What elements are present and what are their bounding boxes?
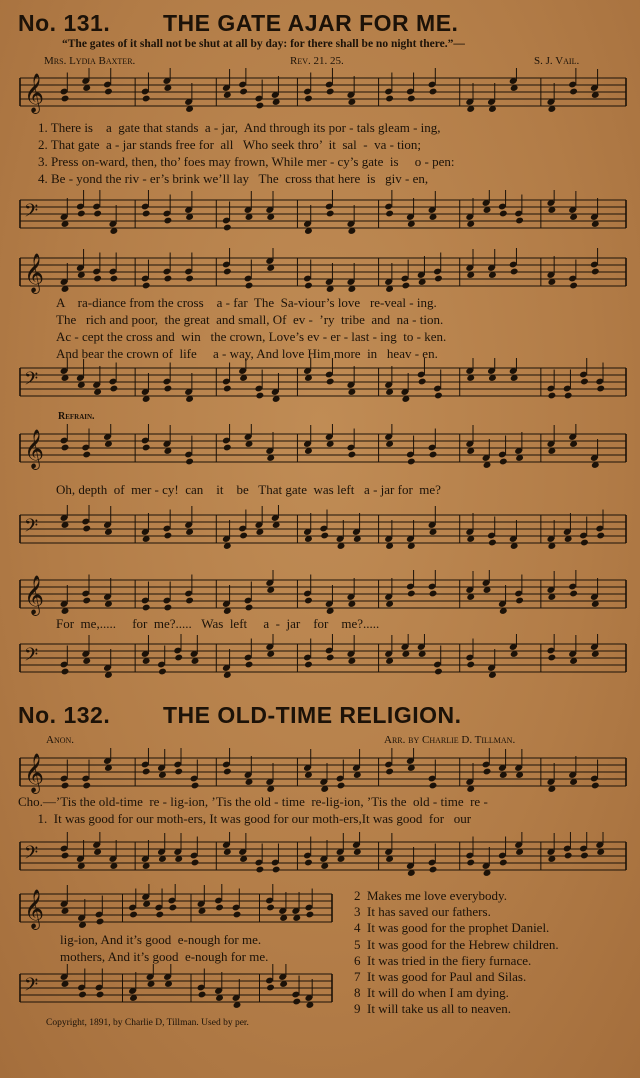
note-head	[429, 451, 438, 459]
verse-line: 5 It was good for the Hebrew children.	[354, 936, 559, 952]
note-head	[385, 210, 394, 218]
note-head	[434, 668, 443, 676]
hymn-131-scripture: Rev. 21. 25.	[290, 55, 344, 67]
note-head	[93, 210, 102, 218]
note-head	[564, 392, 573, 400]
note-head	[155, 911, 164, 919]
note-head	[580, 852, 589, 860]
note-head	[245, 282, 254, 290]
note-head	[61, 668, 70, 676]
note-head	[164, 217, 173, 225]
note-head	[326, 210, 335, 218]
note-head	[434, 275, 443, 283]
note-head	[429, 782, 438, 790]
note-head	[548, 654, 557, 662]
note-head	[164, 385, 173, 393]
staff-svg	[16, 505, 628, 553]
note-head	[304, 95, 313, 103]
note-head	[96, 918, 105, 926]
note-head	[466, 859, 475, 867]
note-head	[256, 392, 265, 400]
note-head	[569, 590, 578, 598]
hymn-132-system-2-lyric-1: lig-ion, And it’s good e-nough for me.	[60, 932, 262, 947]
hymn-131-composer: S. J. Vail.	[534, 55, 580, 67]
note-head	[304, 282, 313, 290]
note-head	[466, 661, 475, 669]
note-head	[304, 597, 313, 605]
treble-clef-icon: 𝄞	[24, 889, 45, 929]
staff-svg	[16, 358, 628, 406]
hymn-132-system-2-lyric-2: mothers, And it’s good e-nough for me.	[60, 949, 269, 964]
staff-svg	[16, 748, 628, 796]
hymn-132-author: Anon.	[46, 734, 75, 746]
note-head	[142, 604, 151, 612]
note-head	[418, 378, 427, 386]
staff-svg	[16, 964, 334, 1012]
note-head	[61, 444, 70, 452]
staff-svg	[16, 248, 628, 296]
note-head	[142, 282, 151, 290]
hymn-132-system-1-treble	[16, 748, 628, 796]
note-head	[292, 998, 301, 1006]
note-head	[245, 661, 254, 669]
note-head	[256, 866, 265, 874]
verse-line: 9 It will take us all to neaven.	[354, 1001, 512, 1017]
note-head	[402, 282, 411, 290]
note-head	[580, 378, 589, 386]
bass-clef-icon: 𝄢	[24, 843, 39, 868]
note-head	[198, 991, 207, 999]
hymn-132-system-1-lyric-1: Cho.—’Tis the old-time re - lig-ion, ’Tis the old - time re-lig-ion, ’Tis the old - time re -	[18, 794, 488, 809]
note-head	[129, 911, 138, 919]
note-head	[233, 911, 242, 919]
note-head	[326, 654, 335, 662]
note-head	[191, 782, 200, 790]
note-head	[245, 604, 254, 612]
note-head	[591, 782, 600, 790]
hymn-131-system-4-treble	[16, 570, 628, 618]
hymn-131-system-3-lyric: Oh, depth of mer - cy! can it be That gate was left a - jar for me?	[56, 482, 441, 497]
note-head	[142, 768, 151, 776]
hymn-131-system-4-bass	[16, 634, 628, 682]
treble-clef-icon: 𝄞	[24, 73, 45, 113]
note-head	[185, 458, 194, 466]
note-head	[326, 378, 335, 386]
bass-clef-icon: 𝄢	[24, 645, 39, 670]
staff-svg	[16, 68, 628, 116]
treble-clef-icon: 𝄞	[24, 575, 45, 615]
treble-clef-icon: 𝄞	[24, 429, 45, 469]
treble-clef-icon: 𝄞	[24, 753, 45, 793]
note-head	[223, 385, 232, 393]
staff-svg	[16, 634, 628, 682]
note-head	[429, 866, 438, 874]
note-head	[548, 392, 557, 400]
note-head	[223, 768, 232, 776]
hymn-132-system-2-bass	[16, 964, 334, 1012]
hymn-132-title: THE OLD-TIME RELIGION.	[163, 702, 462, 728]
note-head	[385, 768, 394, 776]
bass-clef-icon: 𝄢	[24, 516, 39, 541]
note-head	[580, 539, 589, 547]
note-head	[110, 275, 119, 283]
note-head	[185, 275, 194, 283]
note-head	[78, 991, 87, 999]
staff-svg	[16, 424, 628, 472]
note-head	[385, 95, 394, 103]
note-head	[142, 210, 151, 218]
hymn-131-title: THE GATE AJAR FOR ME.	[163, 10, 459, 36]
staff-svg	[16, 570, 628, 618]
note-head	[326, 88, 335, 96]
note-head	[596, 385, 605, 393]
note-head	[96, 991, 105, 999]
hymn-132-verse-list	[354, 888, 559, 1018]
note-head	[515, 597, 524, 605]
note-head	[82, 782, 91, 790]
hymn-132-system-1-bass	[16, 832, 628, 880]
note-head	[174, 654, 183, 662]
note-head	[591, 268, 600, 276]
note-head	[169, 904, 178, 912]
note-head	[142, 95, 151, 103]
hymn-131-system-1-treble	[16, 68, 628, 116]
note-head	[488, 539, 497, 547]
note-head	[174, 768, 183, 776]
note-head	[104, 88, 113, 96]
hymn-131-system-1-lyric-1: 1. There is a gate that stands a - jar, And through its por - tals gleam - ing,	[38, 120, 441, 135]
hymn-131-author: Mrs. Lydia Baxter.	[44, 55, 136, 67]
hymn-131-system-2-lyric-2: The rich and poor, the great and small, Of ev - ’ry tribe and na - tion.	[56, 312, 444, 327]
note-head	[266, 984, 275, 992]
hymn-131-system-2-lyric-3: Ac - cept the cross and win the crown, Love’s ev - er - last - ing to - ken.	[56, 329, 447, 344]
note-head	[337, 782, 346, 790]
note-head	[82, 597, 91, 605]
note-head	[256, 102, 265, 110]
note-head	[304, 661, 313, 669]
verse-line: 2 Makes me love everybody.	[354, 888, 507, 903]
hymn-131-system-4-lyric: For me,..... for me?..... Was left a - jar for me?.....	[56, 616, 380, 631]
note-head	[499, 458, 508, 466]
treble-clef-icon: 𝄞	[24, 253, 45, 293]
staff-svg	[16, 884, 334, 932]
hymn-132-arranger: Arr. by Charlie D. Tillman.	[384, 734, 516, 746]
hymn-132-system-2-treble	[16, 884, 334, 932]
note-head	[185, 597, 194, 605]
verse-line: 7 It was good for Paul and Silas.	[354, 969, 527, 985]
note-head	[223, 444, 232, 452]
bass-clef-icon: 𝄢	[24, 201, 39, 226]
note-head	[569, 282, 578, 290]
hymn-131-system-3-bass	[16, 505, 628, 553]
note-head	[77, 210, 86, 218]
note-head	[320, 532, 329, 540]
note-head	[223, 268, 232, 276]
hymn-131-system-2-bass	[16, 358, 628, 406]
note-head	[434, 392, 443, 400]
note-head	[223, 224, 232, 232]
hymn-132-system-1-lyric-2: 1. It was good for our moth-ers, It was good for our moth-ers,It was good for our	[18, 811, 472, 826]
note-head	[266, 904, 275, 912]
note-head	[429, 590, 438, 598]
hymn-131-system-2-treble	[16, 248, 628, 296]
note-head	[158, 668, 167, 676]
refrain-label: Refrain.	[58, 411, 95, 422]
staff-svg	[16, 190, 628, 238]
note-head	[215, 904, 224, 912]
note-head	[164, 604, 173, 612]
note-head	[515, 217, 524, 225]
verse-line: 8 It will do when I am dying.	[354, 985, 509, 1001]
note-head	[239, 88, 248, 96]
hymn-131-system-1-lyric-3: 3. Press on-ward, then, tho’ foes may frown, While mer - cy’s gate is o - pen:	[38, 154, 455, 169]
note-head	[304, 859, 313, 867]
bass-clef-icon: 𝄢	[24, 369, 39, 394]
note-head	[483, 768, 492, 776]
note-head	[348, 451, 357, 459]
note-head	[61, 852, 70, 860]
note-head	[429, 88, 438, 96]
verse-line: 4 It was good for the prophet Daniel.	[354, 920, 550, 936]
note-head	[407, 458, 416, 466]
copyright-notice: Copyright, 1891, by Charlie D, Tillman. Used by per.	[46, 1018, 249, 1028]
note-head	[272, 866, 281, 874]
note-head	[564, 852, 573, 860]
note-head	[407, 590, 416, 598]
hymn-131-system-1-lyric-4: 4. Be - yond the riv - er’s brink we’ll lay The cross that here is giv - en,	[38, 171, 429, 186]
note-head	[82, 451, 91, 459]
note-head	[61, 782, 70, 790]
note-head	[82, 525, 91, 533]
note-head	[569, 88, 578, 96]
verse-line: 6 It was tried in the fiery furnace.	[354, 952, 532, 968]
hymn-131-number: No. 131.	[18, 10, 111, 36]
hymn-131-epigraph: “The gates of it shall not be shut at all by day: for there shall be no night there.”—	[62, 38, 465, 50]
hymn-131-system-1-bass	[16, 190, 628, 238]
note-head	[407, 95, 416, 103]
note-head	[306, 911, 315, 919]
hymn-132-number: No. 132.	[18, 702, 111, 728]
hymn-131-system-1-lyric-2: 2. That gate a - jar stands free for all Who seek thro’ it sal - va - tion;	[38, 137, 422, 152]
note-head	[142, 444, 151, 452]
note-head	[110, 385, 119, 393]
verse-line: 3 It has saved our fathers.	[354, 904, 491, 920]
note-head	[164, 275, 173, 283]
hymn-131-system-3-treble	[16, 424, 628, 472]
note-head	[499, 859, 508, 867]
hymn-131-system-2-lyric-1: A ra-diance from the cross a - far The Sa-viour’s love re-veal - ing.	[56, 295, 437, 310]
note-head	[499, 210, 508, 218]
hymn-131-system-2-lyric-4: And bear the crown of life a - way, And love Him more in heav - en.	[56, 346, 438, 361]
note-head	[164, 532, 173, 540]
note-head	[596, 532, 605, 540]
bass-clef-icon: 𝄢	[24, 975, 39, 1000]
note-head	[93, 275, 102, 283]
note-head	[191, 859, 200, 867]
note-head	[239, 532, 248, 540]
note-head	[61, 95, 70, 103]
staff-svg	[16, 832, 628, 880]
note-head	[510, 268, 519, 276]
